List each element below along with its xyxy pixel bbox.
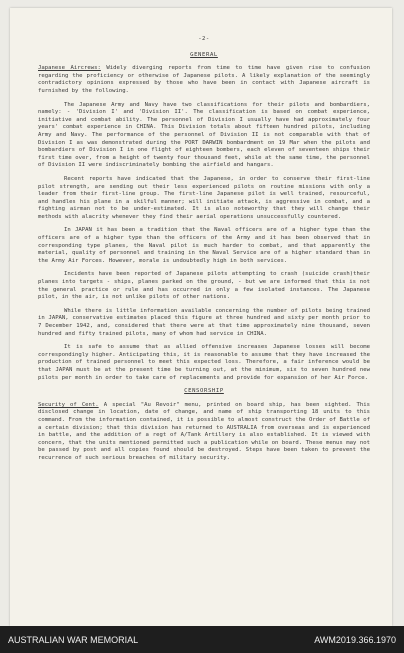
paragraph [38, 402, 370, 463]
paragraph-lead: Security of Cent. [38, 401, 99, 408]
paragraph-lead: Japanese Aircrews: [38, 65, 101, 72]
archive-footer [0, 626, 404, 653]
paragraph-text: A special "Au Revoir" menu, printed on board ship, has been sighted. This disclosed change in location, date of change, and name of ship transporting 18 units to this command. From the information contained, it is possible to almost construct the Order of Battle of a certain division; that this division has returned to AUSTRALIA from overseas and is experienced in battle, and the addition of a regt of A/Tank Artillery is also established. It is viewed with concern, that the units mentioned permitted such a publication while on board. These menus may not be passed by post and all copies found should be destroyed. Steps have been taken to prevent the recurrence of such serious breaches of military security. [38, 401, 370, 461]
footer-accession-number: AWM2019.366.1970 [314, 634, 396, 645]
paragraph-text: In JAPAN it has been a tradition that the Naval officers are of a higher type than the officers are of a higher type than the officers of the Army and it has been observed that in corresponding type planes, the Naval pilot is much harder to combat, and that apparently the material, quality of personnel and training in the Naval Service are of a higher standard than in the Army Air Forces. However, morale is undoubtedly high in both services. [38, 227, 370, 264]
section-heading-general: GENERAL [190, 51, 218, 58]
paragraph [38, 65, 370, 95]
paragraph-text: Widely diverging reports from time to time have given rise to confusion regarding the proficiency or otherwise of Japanese pilots. A likely explanation of the seemingly contradictory opinions expressed by those who have been in contact with Japanese aircraft is furnished by the following. [38, 65, 370, 94]
paragraph-text: It is safe to assume that as allied offensive increases Japanese losses will become correspondingly higher. Anticipating this, it is reasonable to assume that they have increased the production of trained personnel to meet this expected loss. Therefore, a fair inference would be that JAPAN must be at the present time be turning out, at the minimum, six to seven hundred new pilots per month in order to take care of replacements and provide for expansion of her Air Force. [38, 344, 370, 381]
paragraph [38, 227, 370, 265]
document-page [10, 8, 392, 626]
paragraph-text: The Japanese Army and Navy have two classifications for their pilots and bombardiers, namely: - 'Division I' and 'Division II'. The classification is based on combat experience, initiative and combat ability. The personnel of Division I usually have had approximately four years' combat experience in CHINA. This Division totals about fifteen hundred pilots, including Army and Navy. The performance of the personnel of Division II is not comparable with that of Division I as was demonstrated during the PORT DARWIN bombardment on 19 Mar when the pilots and bombardiers of Division I in one flight of eighteen bombers, each eleven of seventeen ships their first time over, from a height of twenty four thousand feet, while at the same time, the personnel of Division II were indiscriminately bombing the airfield and hangars. [38, 101, 370, 169]
paragraph [38, 102, 370, 170]
section-heading-censorship: CENSORSHIP [184, 388, 224, 395]
footer-institution: AUSTRALIAN WAR MEMORIAL [8, 634, 139, 645]
paragraph [38, 344, 370, 382]
paragraph [38, 308, 370, 338]
paragraph [38, 176, 370, 222]
paragraph-text: Incidents have been reported of Japanese pilots attempting to crash (suicide crash)their planes into targets - ships, planes parked on the ground, - but we are informed that this is not the general practice or rule and has occurred in only a few isolated instances. The Japanese pilot, in the air, is not unlike pilots of other nations. [38, 271, 370, 301]
paragraph-text: Recent reports have indicated that the Japanese, in order to conserve their first-line pilot strength, are sending out their less experienced pilots on routine missions with only a leader from their first-line group. The first-line Japanese pilot is well trained, resourceful, and handles his plane in a skilful manner; will initiate attack, is aggressive in combat, and a fighting airman not to be under-estimated. It is also noteworthy that they will change their methods with alacrity whenever they find their aerial operations unsuccessfully countered. [38, 175, 370, 220]
paragraph [38, 271, 370, 301]
paragraph-text: While there is little information available concerning the number of pilots being trained in JAPAN, conservative estimates placed this figure at three hundred and sixty per month prior to 7 December 1942, and, considered that there were at that time approximately nine thousand, seven hundred and fifty trained pilots, many of whom had service in CHINA. [38, 307, 370, 337]
page-number: -2- [198, 36, 210, 42]
